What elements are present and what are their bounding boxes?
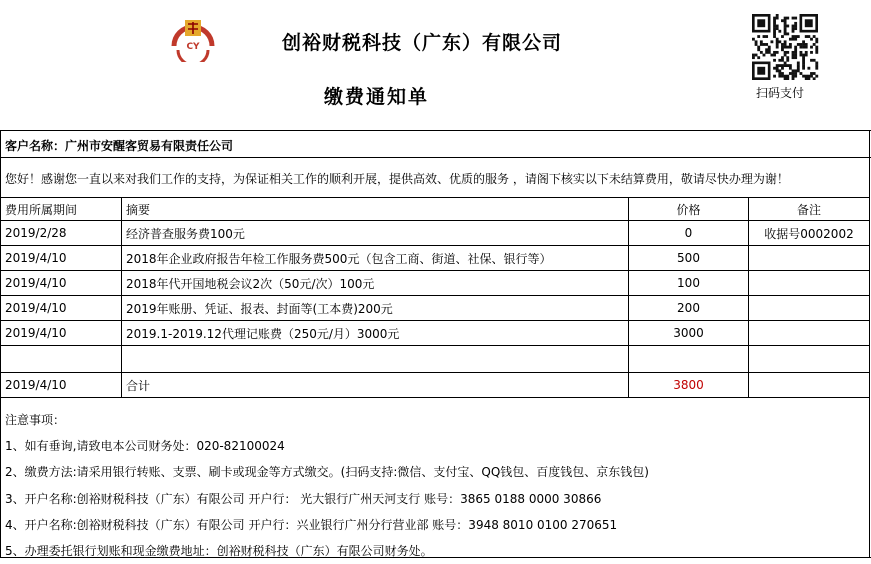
header-price: 价格: [629, 198, 749, 221]
divider-customer: [0, 157, 871, 158]
row-price: 200: [629, 296, 749, 321]
row-price: 3000: [629, 321, 749, 346]
header-period: 费用所属期间: [1, 198, 122, 221]
table-row: [1, 346, 870, 373]
table-row: [1, 271, 870, 296]
row-remark: [749, 296, 870, 321]
table-row: [1, 296, 870, 321]
header-description: 摘要: [122, 198, 629, 221]
row-description: 2019年账册、凭证、报表、封面等(工本费)200元: [122, 296, 629, 321]
fee-table: [0, 197, 870, 398]
row-period: 2019/4/10: [1, 246, 122, 271]
row-price: 0: [629, 221, 749, 246]
row-remark: 收据号0002002: [749, 221, 870, 246]
row-period: [1, 346, 122, 373]
company-logo: [168, 16, 218, 62]
row-remark: [749, 321, 870, 346]
notes-title: 注意事项：: [5, 413, 66, 427]
note-item: 5、办理委托银行划账和现金缴费地址：创裕财税科技（广东）有限公司财务处。: [5, 544, 433, 559]
table-row: [1, 321, 870, 346]
row-price: 100: [629, 271, 749, 296]
customer-name: 客户名称：广州市安醒客贸易有限责任公司: [5, 139, 234, 153]
table-row: [1, 221, 870, 246]
row-description: 经济普查服务费100元: [122, 221, 629, 246]
table-total-row: [1, 373, 870, 398]
row-period: 2019/4/10: [1, 321, 122, 346]
note-item: 1、如有垂询,请致电本公司财务处：020-82100024: [5, 439, 285, 454]
row-remark: [749, 346, 870, 373]
note-item: 4、开户名称:创裕财税科技（广东）有限公司 开户行：兴业银行广州分行营业部 账号：3948 8010 0100 270651: [5, 517, 618, 532]
notes-section: [5, 407, 649, 564]
row-description: 2019.1-2019.12代理记账费（250元/月）3000元: [122, 321, 629, 346]
logo-text: CY: [186, 42, 200, 52]
row-remark: [749, 246, 870, 271]
document-title: 缴费通知单: [324, 86, 430, 108]
note-item: 3、开户名称:创裕财税科技（广东）有限公司 开户行： 光大银行广州天河支行 账号：3865 0188 0000 30866: [5, 491, 602, 506]
payment-qr-code[interactable]: [742, 14, 828, 80]
row-price: 500: [629, 246, 749, 271]
row-period: 2019/2/28: [1, 221, 122, 246]
row-description: 2018年代开国地税会议2次（50元/次）100元: [122, 271, 629, 296]
row-description: [122, 346, 629, 373]
table-header-row: [1, 198, 870, 221]
table-row: [1, 246, 870, 271]
greeting-text: 您好！感谢您一直以来对我们工作的支持，为保证相关工作的顺利开展，提供高效、优质的服务 ，请阁下核实以下未结算费用，敬请尽快办理为谢！: [5, 172, 789, 186]
note-item: 2、缴费方法:请采用银行转账、支票、刷卡或现金等方式缴交。(扫码支持:微信、支付宝、QQ钱包、百度钱包、京东钱包): [5, 465, 649, 480]
company-name: 创裕财税科技（广东）有限公司: [282, 32, 563, 54]
qr-pay-label: 扫码支付: [756, 86, 805, 100]
row-period: 2019/4/10: [1, 296, 122, 321]
row-remark: [749, 271, 870, 296]
divider-top: [0, 130, 871, 131]
total-price: 3800: [629, 373, 749, 398]
row-price: [629, 346, 749, 373]
row-period: 2019/4/10: [1, 271, 122, 296]
row-description: 2018年企业政府报告年检工作服务费500元（包含工商、街道、社保、银行等）: [122, 246, 629, 271]
total-remark: [749, 373, 870, 398]
total-label: 合计: [122, 373, 629, 398]
header-remark: 备注: [749, 198, 870, 221]
total-period: 2019/4/10: [1, 373, 122, 398]
